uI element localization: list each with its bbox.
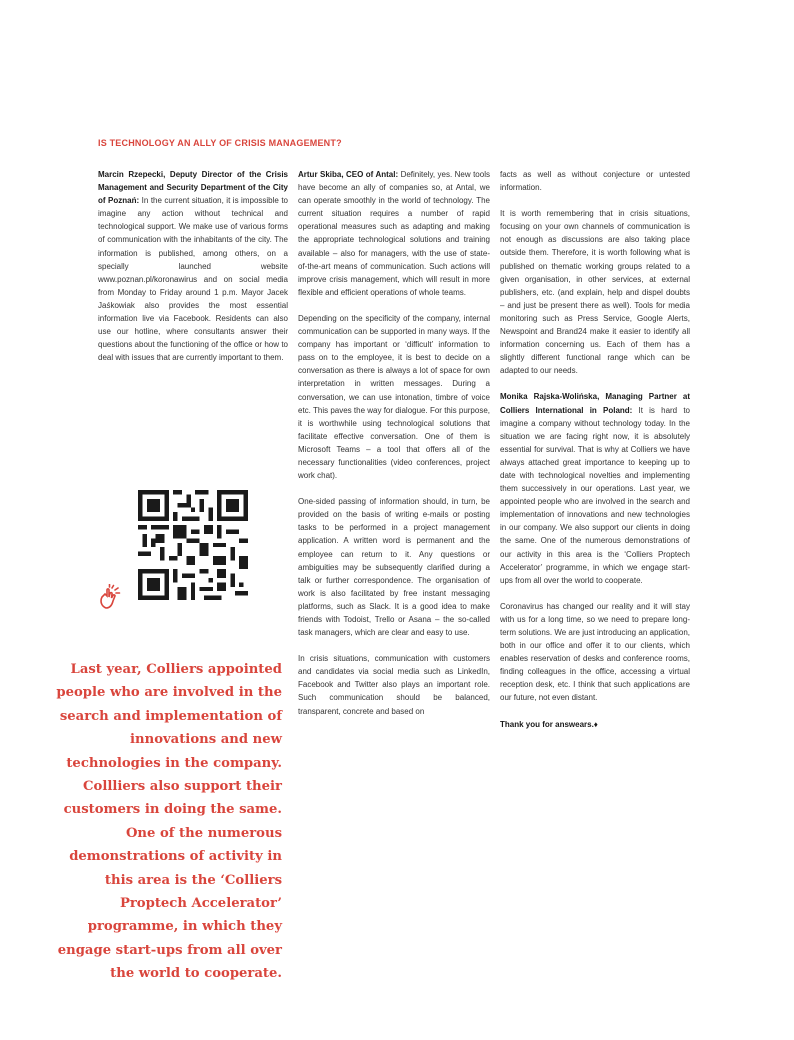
qr-code-icon[interactable]	[138, 490, 248, 600]
col3-text-3: It is hard to imagine a company without technology today. In the situation we are facing right now, it is absolutely essential for survival. That is why at Colliers we have always attached great importance to keeping up to date with technological novelties and implementing them successively in our operations. Last year, we appointed people who are involved in the search and implementation of innovations and new technologies in our company. We also support our clients in doing the same. One of the numerous demonstrations of our activity in this area is the ‘Colliers Proptech Accelerator’ programme, in which we engage start-ups from all over the world to cooperate.	[500, 405, 690, 585]
column-1	[98, 168, 288, 377]
col2-text-1: Definitely, yes. New tools have become an ally of companies so, at Antal, we can operate smoothly in the world of technology. The current situation requires a number of rapid operational measures such as adapting and making the appropriate technological solutions and training available – also for managers, with the use of state-of-the-art means of communication. Such actions will improve crisis management, which will result in more flexible and efficient operations of whole teams.	[298, 170, 490, 297]
col2-paragraph-2: Depending on the specificity of the company, internal communication can be supported in many ways. If the company has important or ‘difficult’ information to pass on to the employee, it is best to decide on a conversation as there is always a lot of space for own interpretation in written messages. During a conversation, we can use intonation, timbre of voice etc. This paves the way for dialogue. For this purpose, it is worthwhile using technological solutions that facilitate effective conversation. One of them is Microsoft Teams – a tool that offers all of the necessary functionalities (video conferences, project work chat).	[298, 313, 490, 481]
thanks-line: Thank you for answears.♦	[500, 719, 598, 729]
col3-paragraph-3	[500, 390, 690, 586]
col3-paragraph-1: facts as well as without conjecture or untested information.	[500, 170, 690, 193]
col3-paragraph-4: Coronavirus has changed our reality and it will stay with us for a long time, so we need to prepare long-term solutions. We are just introducing an application, both in our office and offer it to our clients, which enables reservation of desks and conference rooms, finding colleagues in the office, accessing a virtual reception desk, etc. I think that such applications are our future, not even distant.	[500, 601, 690, 703]
col3-paragraph-2: It is worth remembering that in crisis situations, focusing on your own channels of communication is not enough as discussions are also taking place outside them. Therefore, it is worth following what is published on thematic working groups related to a given organisation, in other services, at external publishers, etc. (and explain, help and dispel doubts – and just be present there as well). Tools for media monitoring such as Press Service, Google Alerts, Newspoint and Brand24 make it easier to identify all information concerning us. Each of them has a slightly different functional range which can be adapted to our needs.	[500, 209, 690, 376]
col2-paragraph-3: One-sided passing of information should, in turn, be provided on the basis of writing e-mails or posting tasks to be performed in a project management application. A written word is permanent and the employee can return to it. Any questions or ambiguities may be subsequently clarified during a talk or further correspondence. The organisation of work is also facilitated by free instant messaging platforms, such as Slack. It is a good idea to make friends with Todoist, Trello or Asana – the so-called task managers, which are clear and easy to use.	[298, 497, 490, 638]
col1-speaker: Marcin Rzepecki, Deputy Director of the Crisis Management and Security Department of the City of Poznań:	[98, 170, 288, 206]
column-3	[500, 168, 690, 744]
column-2	[298, 168, 490, 731]
section-heading: IS TECHNOLOGY AN ALLY OF CRISIS MANAGEMENT?	[98, 138, 342, 148]
col1-paragraph	[98, 168, 288, 364]
col2-paragraph-4: In crisis situations, communication with customers and candidates via social media such as LinkedIn, Facebook and Twitter also plays an important role. Such communication should be balanced, transparent, concrete and based on	[298, 654, 490, 716]
col2-speaker: Artur Skiba, CEO of Antal:	[298, 170, 399, 179]
col2-paragraph-1	[298, 168, 490, 299]
col3-speaker: Monika Rajska-Wolińska, Managing Partner at Colliers International in Poland:	[500, 392, 690, 415]
pull-quote: Last year, Colliers appointed people who are involved in the search and implementation of innovations and new technologies in the company. Collliers also support their customers in doing the same. One of the numerous demonstrations of activity in this area is the ‘Colliers Proptech Accelerator’ programme, in which they engage start-ups from all over the world to cooperate.	[56, 662, 282, 982]
hand-tap-icon	[98, 584, 124, 610]
col1-text: In the current situation, it is impossible to imagine any action without technical and technological support. We make use of various forms of communication with the inhabitants of the city. The information is published, among others, on a specially launched website www.poznan.pl/koronawirus and on social media from Monday to Friday around 1 p.m. Mayor Jacek Jaśkowiak also provides the most essential information live via Facebook. Residents can also use our hotline, where consultants answer their questions about the functioning of the office or how to deal with issues that are currently important to them.	[98, 196, 289, 363]
